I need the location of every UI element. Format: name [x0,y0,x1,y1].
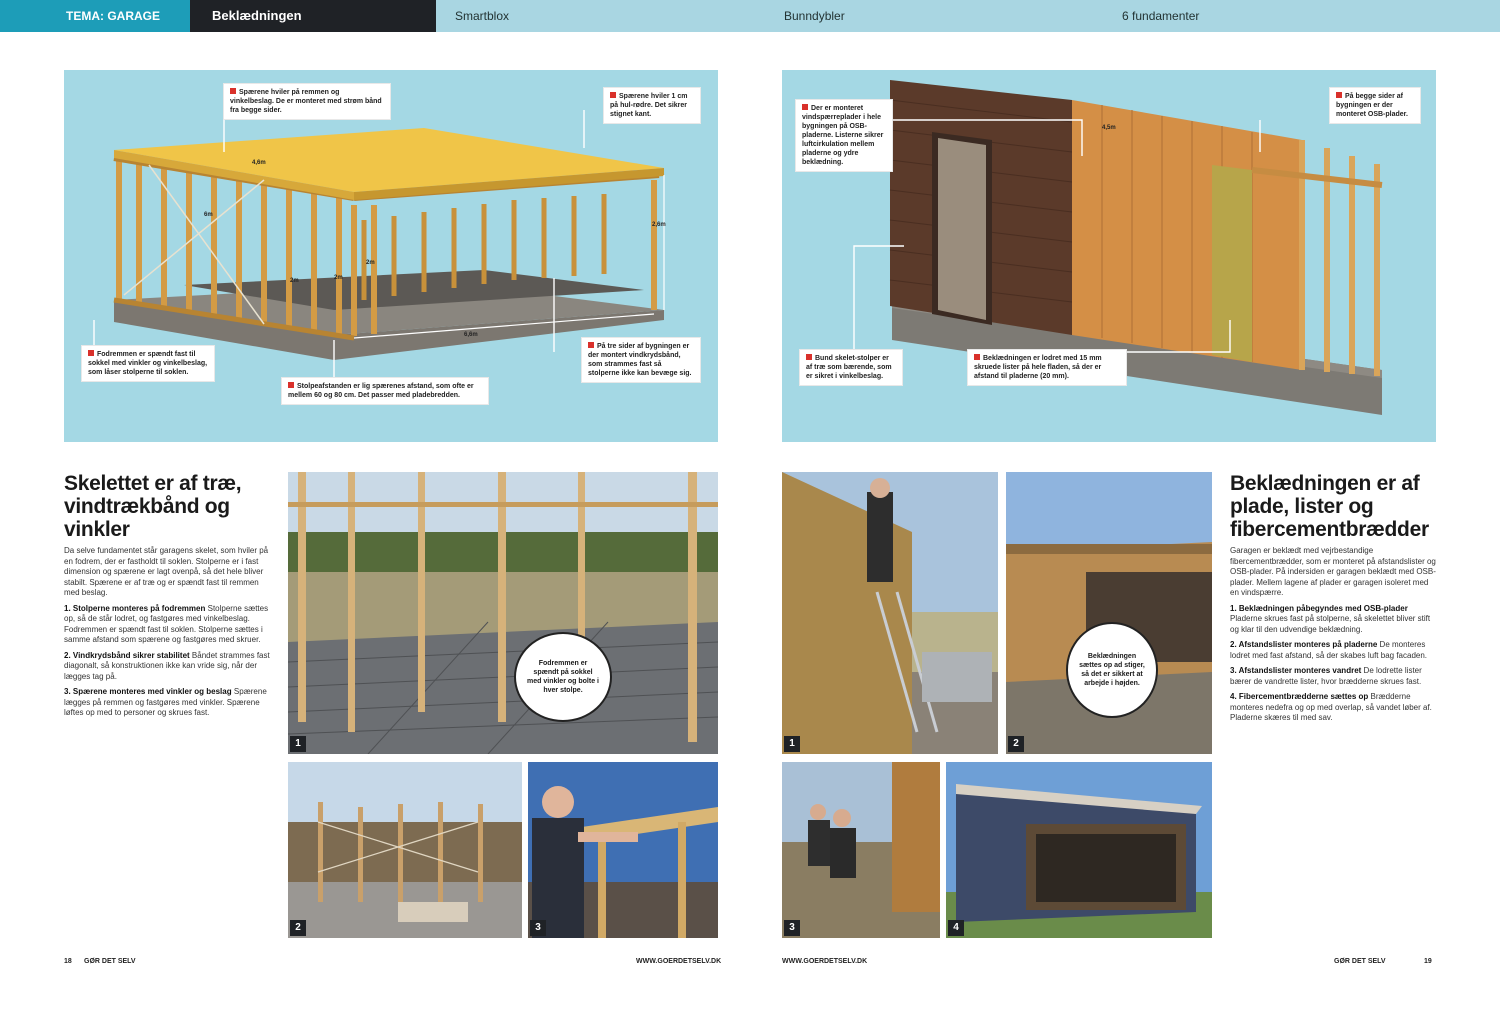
tab-fundamenter[interactable]: 6 fundamenter [1122,9,1200,23]
magazine-brand: GØR DET SELV [84,958,136,965]
callout: Spærene hviler på remmen og vinkelbeslag. De er monteret med strøm bånd fra begge sider. [224,84,390,119]
dim-label: 4,6m [252,160,266,166]
callout: Stolpeafstanden er lig spærenes afstand, som ofte er mellem 60 og 80 cm. Det passer med pladebredden. [282,378,488,404]
callout: Spærene hviler 1 cm på hul-rødre. Det sikrer stignet kant. [604,88,700,123]
photo-number-badge: 1 [784,736,800,752]
article-intro: Garagen er beklædt med vejrbestandige fibercementbrædder, som er monteret på afstandslister og OSB-plader. På indersiden er garagen beklædt med OSB-plader. Mellem lagene af plader er garagen isoleret med en vindspærre. [1230,546,1436,597]
article-intro: Da selve fundamentet står garagens skelet, som hviler på en fodrem, der er fastholdt til soklen. Stolperne er i fast dimension og spærene er lagt ovenpå, så det hele bliver stabilt. Spærene er af træ og er spændt fast til remmen med beslag. [64,546,269,597]
photo-finished-garage [946,762,1212,938]
photo-number-badge: 3 [530,920,546,936]
photo-number-badge: 2 [1008,736,1024,752]
dim-label: 4,5m [1102,125,1116,131]
photo-number-badge: 1 [290,736,306,752]
photo-workers-lifting [782,762,940,938]
photo-caption-bubble: Beklædningen sættes op ad stiger, så det er sikkert at arbejde i højden. [1066,622,1158,718]
page-number: 18 [64,958,72,965]
article-heading: Beklædningen er af plade, lister og fibercementbrædder [1230,472,1429,541]
photo-osb-ladder [782,472,998,754]
article-body [64,546,274,724]
photo-frame-overview [288,762,522,938]
photo-garage-osb [1006,472,1212,754]
callout: Beklædningen er lodret med 15 mm skruede lister på hele fladen, så der er afstand til pladerne (20 mm). [968,350,1126,385]
article-body [1230,546,1436,729]
dim-label: 2m [366,260,375,266]
photo-number-badge: 4 [948,920,964,936]
dim-label: 2m [290,278,299,284]
article-step: 3. Spærene monteres med vinkler og beslag Spærene lægges på remmen og fastgøres med vinkler. Spærene løftes op med to personer og skrues fast. [64,687,267,717]
dim-label: 2,6m [652,222,666,228]
article-heading: Skelettet er af træ, vindtrækbånd og vinkler [64,472,242,541]
callout: Bund skelet-stolper er af træ som bærende, som er sikret i vinkelbeslag. [800,350,902,385]
magazine-url[interactable]: WWW.GOERDETSELV.DK [636,958,722,965]
article-step: 1. Beklædningen påbegyndes med OSB-plader Pladerne skrues fast på stolperne, så skelettet bliver stift og klar til den udvendige beklædning. [1230,603,1431,634]
photo-number-badge: 2 [290,920,306,936]
page-number: 19 [1424,958,1432,965]
callout: Fodremmen er spændt fast til sokkel med vinkler og vinkelbeslag, som låser stolperne til soklen. [82,346,214,381]
frame-illustration-panel [64,70,718,442]
tab-bunndybler[interactable]: Bunndybler [784,9,845,23]
article-step: 2. Vindkrydsbånd sikrer stabilitet Båndet strammes fast diagonalt, så konstruktionen ikke kan vride sig, når der lægges tag på. [64,650,270,681]
callout: På tre sider af bygningen er der montert vindkrydsbånd, som strammes fast så stolperne ikke kan bevæge sig. [582,338,700,382]
dim-label: 2m [334,275,343,281]
article-step: 4. Fibercementbrædderne sættes op Brædderne monteres nedefra og op med overlap, så vandet løber af. Pladerne skæres til med sav. [1230,692,1432,722]
cladding-illustration-panel [782,70,1436,442]
tab-smartblox[interactable]: Smartblox [455,9,510,23]
photo-frame-construction [288,472,718,754]
photo-caption-bubble: Fodremmen er spændt på sokkel med vinkler og bolte i hver stolpe. [514,632,612,722]
article-step: 3. Afstandslister monteres vandret De lodrette lister bærer de vandrette lister, hvor brædderne skrues fast. [1230,666,1422,686]
dim-label: 6m [204,212,213,218]
photo-number-badge: 3 [784,920,800,936]
article-step: 2. Afstandslister monteres på pladerne De monteres lodret med fast afstand, så der skabes luft bag facaden. [1230,640,1428,660]
photo-worker-rafters [528,762,718,938]
topic-tab[interactable]: TEMA: GARAGE [0,0,190,32]
article-step: 1. Stolperne monteres på fodremmen Stolperne sættes op, så de står lodret, og fastgøres med vinkelbeslag. Fodremmen er spændt fast til soklen. Stolperne sættes i samme afstand som spærene og fastgøres med skruer. [64,603,269,644]
active-tab[interactable]: Beklædningen [190,0,436,32]
magazine-url[interactable]: WWW.GOERDETSELV.DK [782,958,868,965]
dim-label: 6,6m [464,332,478,338]
magazine-brand: GØR DET SELV [1334,958,1386,965]
callout: På begge sider af bygningen er der monteret OSB-plader. [1330,88,1420,123]
callout: Der er monteret vindspærreplader i hele bygningen på OSB-pladerne. Listerne sikrer luftcirkulation mellem pladerne og ydre beklædning. [796,100,892,171]
